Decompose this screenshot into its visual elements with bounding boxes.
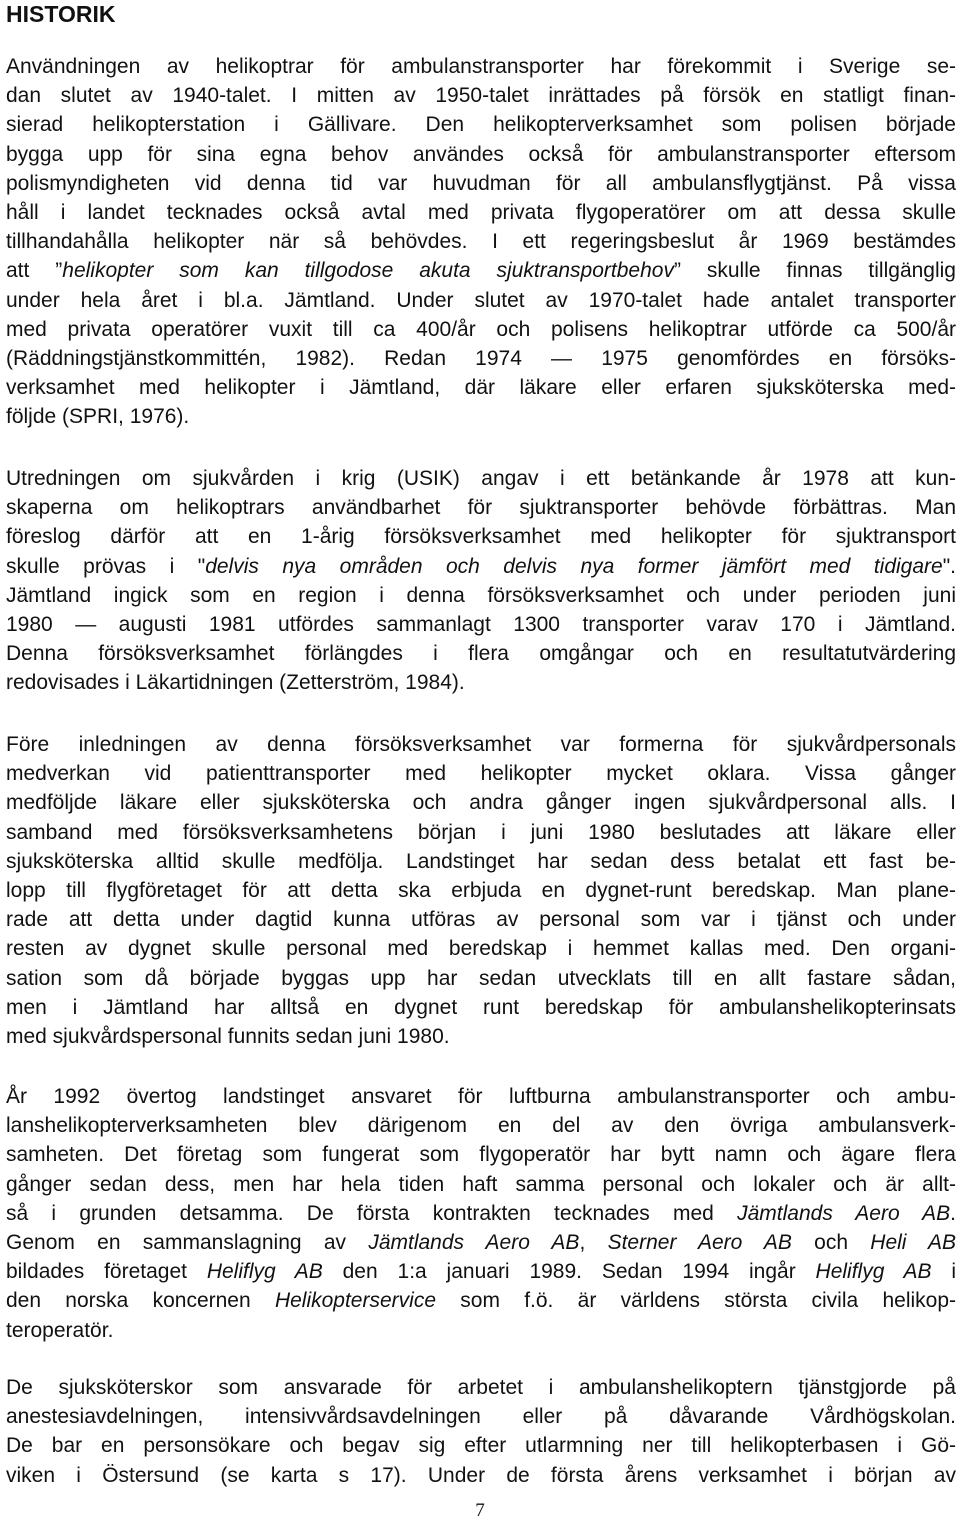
text-run: dan slutet av 1940-talet. I mitten av 1950-talet inrättades på försök en statligt finan- [6, 84, 956, 108]
text-run: verksamhet med helikopter i Jämtland, där läkare eller erfaren sjuksköterska med- [6, 376, 956, 400]
text-run: medföljde läkare eller sjuksköterska och andra gånger ingen sjukvårdpersonal alls. I [6, 791, 956, 815]
text-run: Utredningen om sjukvården i krig (USIK) angav i ett betänkande år 1978 att kun- [6, 467, 956, 490]
text-line [6, 847, 956, 876]
text-run: med sjukvårdspersonal funnits sedan juni 1980. [6, 1024, 450, 1048]
text-line [6, 876, 956, 905]
text-run: 1980 — augusti 1981 utfördes sammanlagt 1300 transporter varav 170 i Jämtland. [6, 612, 956, 636]
text-line [6, 1402, 956, 1431]
text-run: De sjuksköterskor som ansvarade för arbetet i ambulanshelikoptern tjänstgjorde på [6, 1376, 956, 1399]
italic-text: Sterner Aero AB [607, 1230, 792, 1254]
text-line [6, 1082, 956, 1111]
text-line [6, 140, 956, 169]
italic-text: Heliflyg AB [815, 1260, 932, 1284]
text-run: , [579, 1230, 608, 1254]
text-run: tillhandahålla helikopter när så behövdes. I ett regeringsbeslut år 1969 bestämdes [6, 230, 956, 254]
text-line [6, 198, 956, 227]
text-line [6, 402, 956, 431]
text-run: . [950, 1201, 956, 1225]
text-line [6, 788, 956, 817]
text-run: och [791, 1230, 871, 1254]
text-run: bildades företaget [6, 1260, 207, 1284]
text-line [6, 1431, 956, 1460]
italic-text: Heli AB [870, 1230, 956, 1254]
italic-text: Jämtlands Aero AB [737, 1201, 951, 1225]
text-line [6, 759, 956, 788]
text-run: skulle prövas i " [6, 554, 206, 578]
text-run: lanshelikopterverksamheten blev därigenom en del av den övriga ambulansverk- [6, 1114, 956, 1138]
text-line [6, 1286, 956, 1315]
text-run: så i grunden detsamma. De första kontrakten tecknades med [6, 1201, 738, 1225]
text-run: Denna försöksverksamhet förlängdes i flera omgångar och en resultatutvärdering [6, 642, 956, 666]
text-run: sation som då började byggas upp har sedan utvecklats till en allt fastare sådan, [6, 966, 956, 990]
paragraph-1 [6, 52, 956, 431]
text-line [6, 227, 956, 256]
text-line [6, 639, 956, 668]
text-line [6, 169, 956, 198]
text-line [6, 493, 956, 522]
text-line [6, 464, 956, 493]
text-run: skaperna om helikoptrars användbarhet för sjuktransporter behövde förbättras. Man [6, 496, 956, 520]
text-line [6, 552, 956, 581]
paragraph-3 [6, 730, 956, 1051]
text-line [6, 81, 956, 110]
text-run: följde (SPRI, 1976). [6, 405, 190, 429]
text-run: teroperatör. [6, 1318, 114, 1342]
text-line [6, 964, 956, 993]
text-line [6, 52, 956, 81]
text-run: under hela året i bl.a. Jämtland. Under slutet av 1970-talet hade antalet transporter [6, 288, 956, 312]
text-line [6, 1461, 956, 1490]
text-run: ". [942, 554, 956, 578]
paragraph-2 [6, 464, 956, 698]
text-line [6, 1199, 956, 1228]
text-line [6, 1022, 956, 1051]
text-run: resten av dygnet skulle personal med beredskap i hemmet kallas med. Den organi- [6, 937, 956, 961]
text-line [6, 373, 956, 402]
text-run: (Räddningstjänstkommittén, 1982). Redan 1974 — 1975 genomfördes en försöks- [6, 346, 956, 370]
text-run: Användningen av helikoptrar för ambulanstransporter har förekommit i Sverige se- [6, 55, 956, 78]
text-line [6, 818, 956, 847]
text-line [6, 730, 956, 759]
text-line [6, 1257, 956, 1286]
text-run: polismyndigheten vid denna tid var huvudman för all ambulansflygtjänst. På vissa [6, 171, 956, 195]
text-line [6, 1228, 956, 1257]
text-run: År 1992 övertog landstinget ansvaret för luftburna ambulanstransporter och ambu- [6, 1085, 956, 1108]
italic-text: Helikopterservice [274, 1289, 436, 1313]
text-run: samheten. Det företag som fungerat som flygoperatör har bytt namn och ägare flera [6, 1143, 956, 1167]
text-run: ” skulle finnas tillgänglig [673, 259, 956, 283]
text-line [6, 522, 956, 551]
text-run: Jämtland ingick som en region i denna försöksverksamhet och under perioden juni [6, 583, 956, 607]
text-line [6, 1111, 956, 1140]
paragraph-5 [6, 1373, 956, 1490]
text-run: att ” [6, 259, 63, 283]
italic-text: helikopter som kan tillgodose akuta sjuktransportbehov [62, 259, 674, 283]
text-run: Genom en sammanslagning av [6, 1230, 369, 1254]
text-run: föreslog därför att en 1-årig försöksverksamhet med helikopter för sjuktransport [6, 525, 956, 549]
text-run: men i Jämtland har alltså en dygnet runt beredskap för ambulanshelikopterinsats [6, 995, 956, 1019]
text-line [6, 934, 956, 963]
paragraph-4 [6, 1082, 956, 1345]
text-run: rade att detta under dagtid kunna utföras av personal som var i tjänst och under [6, 908, 956, 932]
text-run: håll i landet tecknades också avtal med privata flygoperatörer om att dessa skulle [6, 200, 956, 224]
text-line [6, 1170, 956, 1199]
text-line [6, 993, 956, 1022]
text-run: den norska koncernen [6, 1289, 275, 1313]
text-run: redovisades i Läkartidningen (Zetterström, 1984). [6, 671, 465, 695]
text-line [6, 110, 956, 139]
text-run: sjuksköterska alltid skulle medfölja. Landstinget har sedan dess betalat ett fast be- [6, 849, 956, 873]
text-line [6, 256, 956, 285]
text-run: anestesiavdelningen, intensivvårdsavdelningen eller på dåvarande Vårdhögskolan. [6, 1405, 956, 1429]
text-run: sierad helikopterstation i Gällivare. Den helikopterverksamhet som polisen började [6, 113, 956, 137]
italic-text: delvis nya områden och delvis nya former jämfört med tidigare [205, 554, 943, 578]
text-line [6, 344, 956, 373]
text-run: medverkan vid patienttransporter med helikopter mycket oklara. Vissa gånger [6, 762, 956, 786]
text-line [6, 668, 956, 697]
section-heading: HISTORIK [6, 1, 116, 27]
text-line [6, 581, 956, 610]
text-run: bygga upp för sina egna behov användes också för ambulanstransporter eftersom [6, 142, 956, 166]
text-run: som f.ö. är världens största civila helikop- [436, 1289, 957, 1313]
text-run: den 1:a januari 1989. Sedan 1994 ingår [322, 1260, 816, 1284]
text-run: samband med försöksverksamhetens början i juni 1980 beslutades att läkare eller [6, 820, 956, 844]
text-line [6, 315, 956, 344]
italic-text: Jämtlands Aero AB [368, 1230, 580, 1254]
italic-text: Heliflyg AB [206, 1260, 323, 1284]
text-run: i [931, 1260, 957, 1284]
text-run: med privata operatörer vuxit till ca 400/år och polisens helikoptrar utförde ca 500/år [6, 317, 956, 341]
text-run: viken i Östersund (se karta s 17). Under de första årens verksamhet i början av [6, 1463, 956, 1487]
text-line [6, 610, 956, 639]
text-line [6, 1373, 956, 1402]
page-number: 7 [475, 1500, 485, 1521]
text-line [6, 286, 956, 315]
text-run: Före inledningen av denna försöksverksamhet var formerna för sjukvårdpersonals [6, 733, 956, 756]
text-line [6, 905, 956, 934]
text-line [6, 1316, 956, 1345]
text-line [6, 1140, 956, 1169]
text-run: lopp till flygföretaget för att detta ska erbjuda en dygnet-runt beredskap. Man plane- [6, 878, 956, 902]
text-run: De bar en personsökare och begav sig efter utlarmning ner till helikopterbasen i Gö- [6, 1434, 956, 1458]
text-run: gånger sedan dess, men har hela tiden haft samma personal och lokaler och är allt- [6, 1172, 956, 1196]
